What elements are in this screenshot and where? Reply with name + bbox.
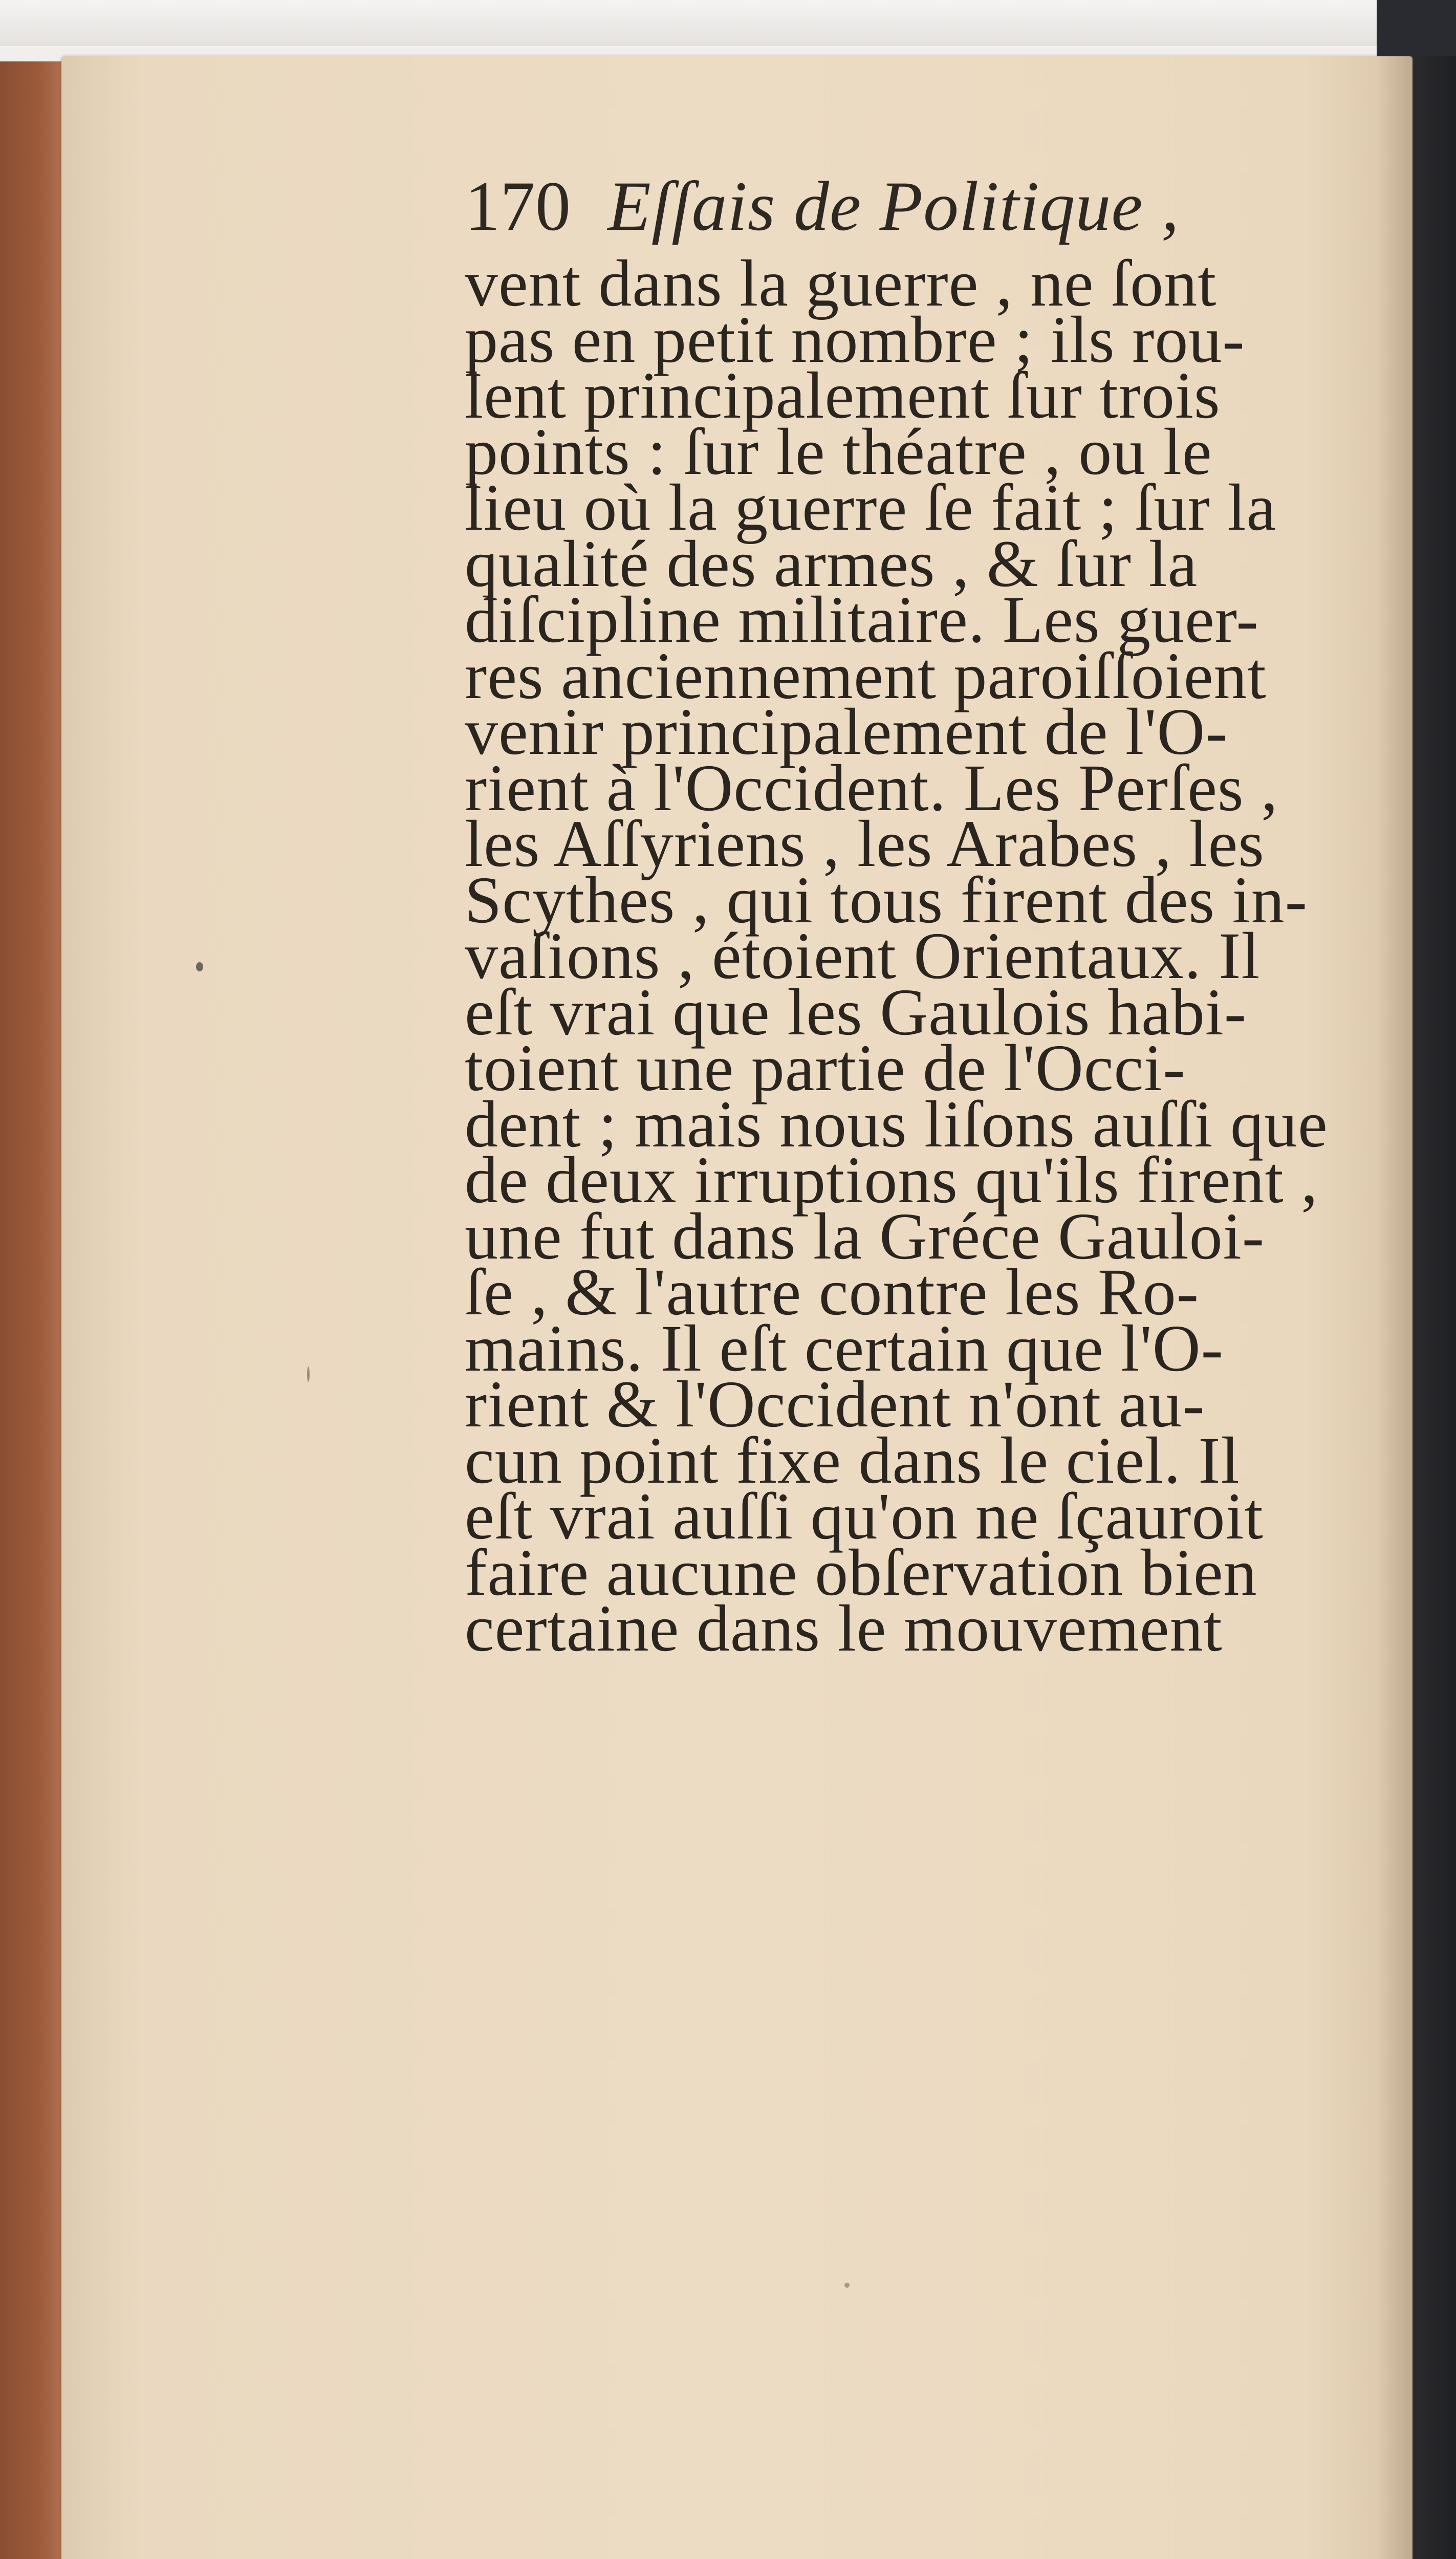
- text-line: les Aſſyriens , les Arabes , les: [465, 807, 1265, 881]
- text-line: ſe , & l'autre contre les Ro-: [465, 1255, 1200, 1329]
- text-line: Scythes , qui tous firent des in-: [465, 863, 1308, 937]
- text-line: venir principalement de l'O-: [465, 695, 1228, 769]
- text-line: qualité des armes , & ſur la: [465, 527, 1198, 601]
- text-line: toient une partie de l'Occi-: [465, 1031, 1186, 1105]
- text-line: de deux irruptions qu'ils firent ,: [465, 1143, 1318, 1217]
- body-text: [465, 247, 1452, 1665]
- text-line: points : ſur le théatre , ou le: [465, 415, 1212, 489]
- text-line: eſt vrai auſſi qu'on ne ſçauroit: [465, 1480, 1264, 1553]
- text-line: res anciennement paroiſſoient: [465, 639, 1267, 713]
- text-line: rient à l'Occident. Les Perſes ,: [465, 751, 1278, 825]
- text-line: lent principalement ſur trois: [465, 359, 1221, 432]
- text-line: rient & l'Occident n'ont au-: [465, 1368, 1205, 1441]
- text-line: une fut dans la Gréce Gauloi-: [465, 1199, 1265, 1273]
- text-line: dent ; mais nous liſons auſſi que: [465, 1087, 1328, 1161]
- text-line: cun point fixe dans le ciel. Il: [465, 1423, 1240, 1498]
- running-head: [465, 163, 1180, 250]
- text-line: vaſions , étoient Orientaux. Il: [465, 919, 1261, 993]
- scan-background-top: [0, 0, 1456, 46]
- scan-background-corner-top: [1377, 0, 1456, 56]
- text-line: certaine dans le mouvement: [465, 1592, 1223, 1665]
- text-line: eſt vrai que les Gaulois habi-: [465, 975, 1247, 1049]
- running-title: Eſſais de Politique ,: [607, 167, 1180, 245]
- text-line: mains. Il eſt certain que l'O-: [465, 1311, 1224, 1385]
- text-line: lieu où la guerre ſe fait ; ſur la: [465, 471, 1277, 545]
- text-line: vent dans la guerre , ne ſont: [465, 247, 1217, 320]
- page-number: 170: [465, 167, 571, 245]
- text-line: diſcipline militaire. Les guer-: [465, 583, 1259, 657]
- text-line: pas en petit nombre ; ils rou-: [465, 302, 1245, 377]
- text-line: faire aucune obſervation bien: [465, 1535, 1257, 1610]
